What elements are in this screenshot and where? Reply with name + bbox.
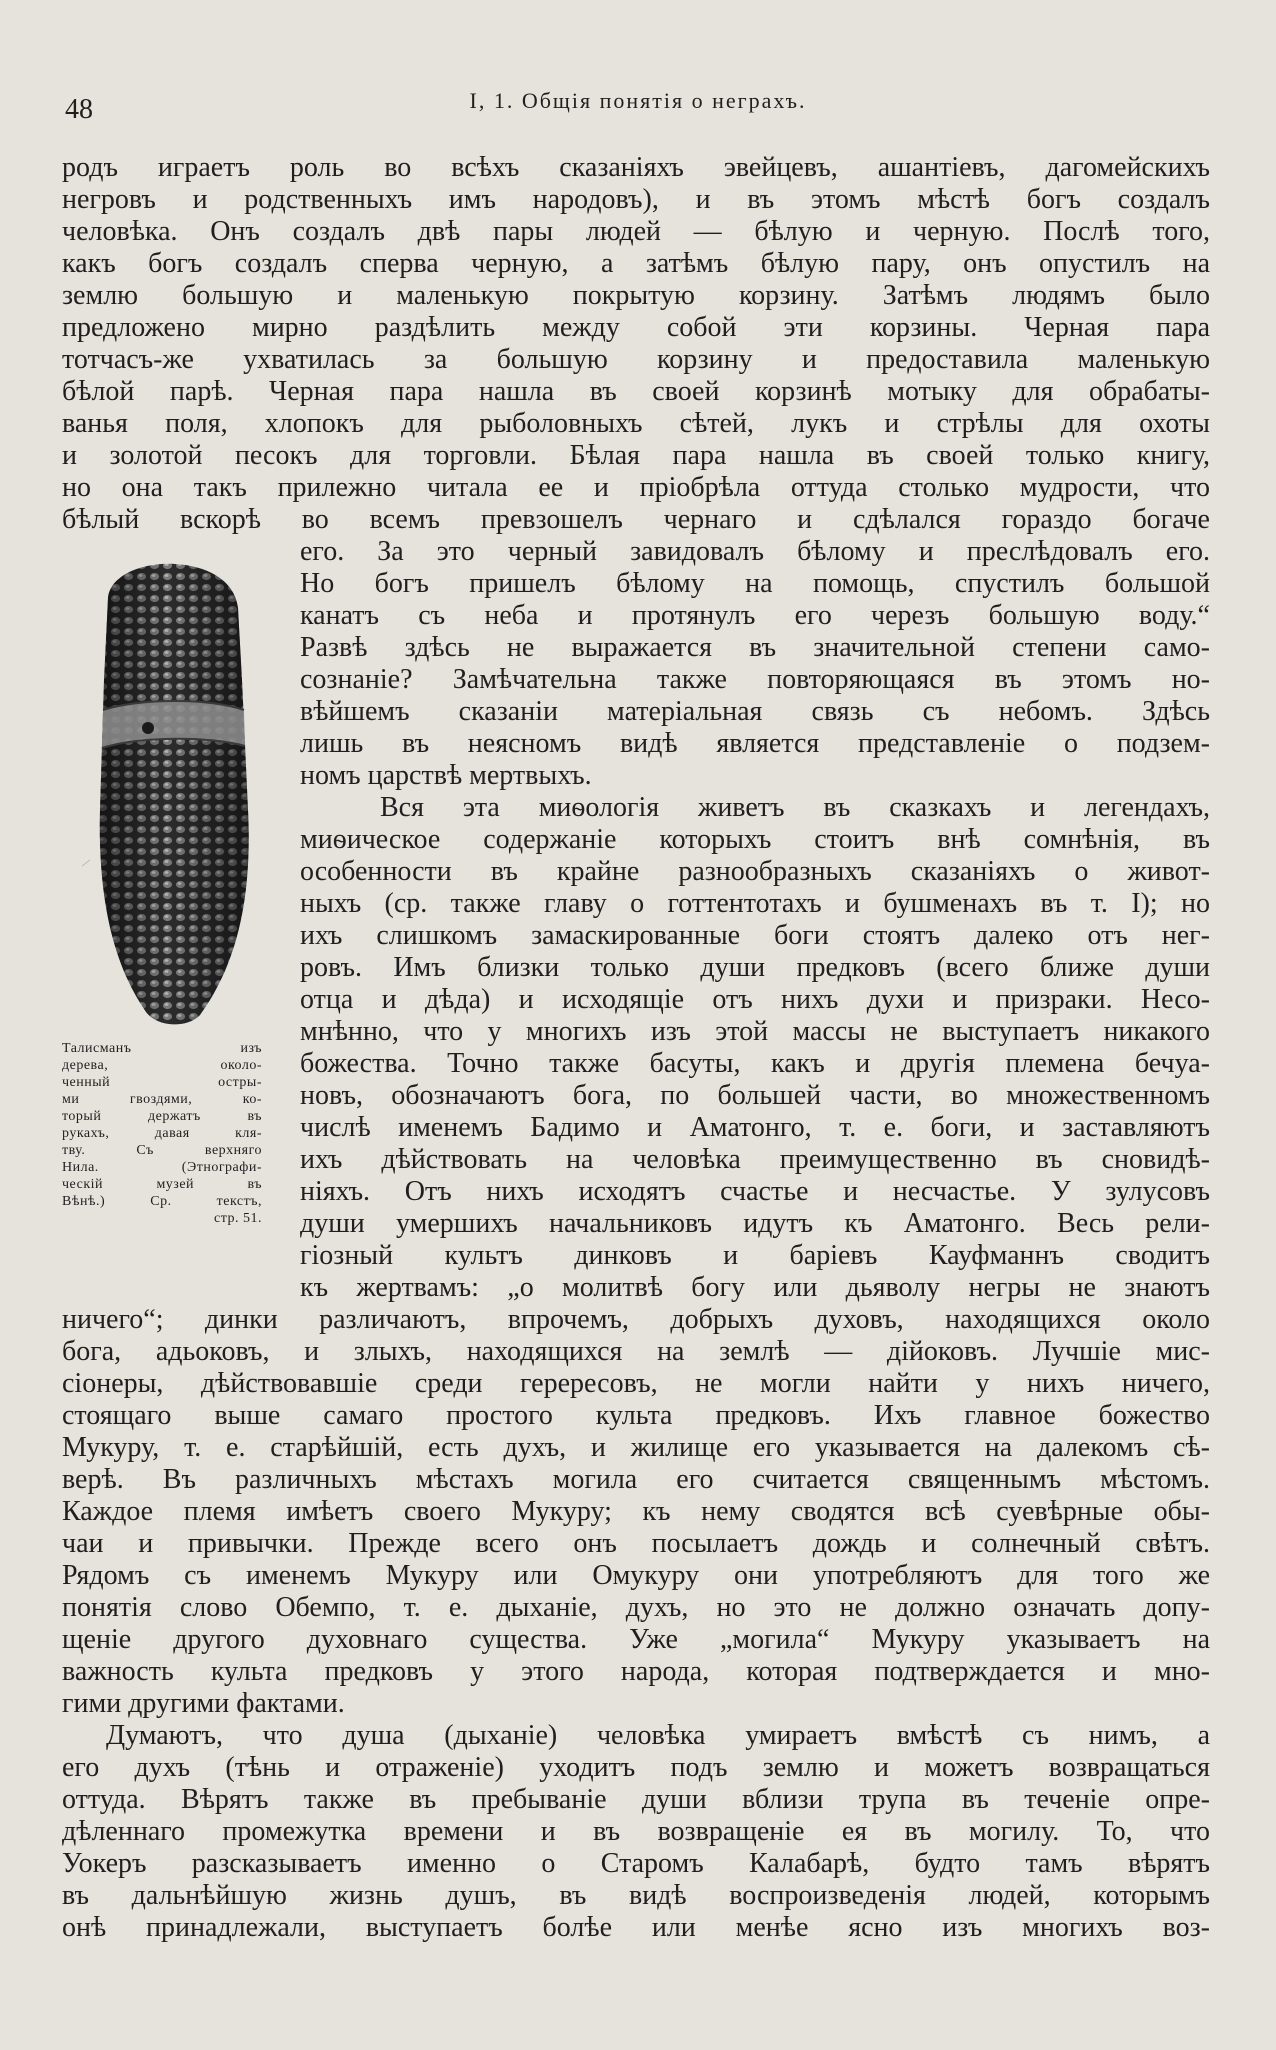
body-line: оттуда. Вѣрятъ также въ пребываніе души вблизи трупа въ теченіе опре- bbox=[62, 1784, 1210, 1815]
body-line: Думаютъ, что душа (дыханіе) человѣка умираетъ вмѣстѣ съ нимъ, а bbox=[106, 1720, 1210, 1751]
body-line: щеніе другого духовнаго существа. Уже „могила“ Мукуру указываетъ на bbox=[62, 1624, 1210, 1655]
body-line: особенности въ крайне разнообразныхъ сказаніяхъ о живот- bbox=[300, 856, 1210, 887]
body-line: его. За это черный завидовалъ бѣлому и преслѣдовалъ его. bbox=[300, 536, 1210, 567]
body-line: канатъ съ неба и протянулъ его черезъ большую воду.“ bbox=[300, 600, 1210, 631]
figure-caption: ми гвоздями, ко- bbox=[62, 1092, 262, 1107]
figure-caption: Нила. (Этнографи- bbox=[62, 1160, 262, 1175]
body-line: отца и дѣда) и исходящіе отъ нихъ духи и призраки. Несо- bbox=[300, 984, 1210, 1015]
body-line: важность культа предковъ у этого народа, которая подтверждается и мно- bbox=[62, 1656, 1210, 1687]
body-line: сознаніе? Замѣчательна также повторяющаяся въ этомъ но- bbox=[300, 664, 1210, 695]
figure-caption: тву. Съ верхняго bbox=[62, 1143, 262, 1158]
body-line: бѣлый вскорѣ во всемъ превзошелъ чернаго и сдѣлался гораздо богаче bbox=[62, 504, 1210, 535]
body-line: номъ царствѣ мертвыхъ. bbox=[300, 760, 592, 791]
body-line: родъ играетъ роль во всѣхъ сказаніяхъ эвейцевъ, ашантіевъ, дагомейскихъ bbox=[62, 152, 1210, 183]
body-line: какъ богъ создалъ сперва черную, а затѣмъ бѣлую пару, онъ опустилъ на bbox=[62, 248, 1210, 279]
body-line: предложено мирно раздѣлить между собой эти корзины. Черная пара bbox=[62, 312, 1210, 343]
body-line: сіонеры, дѣйствовавшіе среди герересовъ, не могли найти у нихъ ничего, bbox=[62, 1368, 1210, 1399]
figure-caption: рукахъ, давая кля- bbox=[62, 1126, 262, 1141]
body-line: ихъ дѣйствовать на человѣка преимущественно въ сновидѣ- bbox=[300, 1144, 1210, 1175]
body-line: Вся эта миѳологія живетъ въ сказкахъ и легендахъ, bbox=[380, 792, 1210, 823]
body-line: души умершихъ начальниковъ идутъ къ Аматонго. Весь рели- bbox=[300, 1208, 1210, 1239]
body-line: миѳическое содержаніе которыхъ стоитъ внѣ сомнѣнія, въ bbox=[300, 824, 1210, 855]
body-line: чаи и привычки. Прежде всего онъ посылаетъ дождь и солнечный свѣтъ. bbox=[62, 1528, 1210, 1559]
body-line: лишь въ неясномъ видѣ является представленіе о подзем- bbox=[300, 728, 1210, 759]
figure-caption: Вѣнѣ.) Ср. текстъ, bbox=[62, 1194, 262, 1209]
body-line: гіозный культъ динковъ и баріевъ Кауфманнъ сводитъ bbox=[300, 1240, 1210, 1271]
body-line: Развѣ здѣсь не выражается въ значительной степени само- bbox=[300, 632, 1210, 663]
figure-caption: стр. 51. bbox=[213, 1211, 262, 1226]
body-line: Но богъ пришелъ бѣлому на помощь, спустилъ большой bbox=[300, 568, 1210, 599]
figure-caption: Талисманъ изъ bbox=[62, 1041, 262, 1056]
body-line: онѣ принадлежали, выступаетъ болѣе или менѣе ясно изъ многихъ воз- bbox=[62, 1912, 1210, 1943]
body-line: числѣ именемъ Бадимо и Аматонго, т. е. боги, и заставляютъ bbox=[300, 1112, 1210, 1143]
body-line: Рядомъ съ именемъ Мукуру или Омукуру они употребляютъ для того же bbox=[62, 1560, 1210, 1591]
body-line: его духъ (тѣнь и отраженіе) уходитъ подъ землю и можетъ возвращаться bbox=[62, 1752, 1210, 1783]
body-line: ихъ слишкомъ замаскированные боги стоятъ далеко отъ нег- bbox=[300, 920, 1210, 951]
body-line: гими другими фактами. bbox=[62, 1688, 345, 1719]
figure-caption: торый держатъ въ bbox=[62, 1109, 262, 1124]
body-line: Мукуру, т. е. старѣйшій, есть духъ, и жилище его указывается на далекомъ сѣ- bbox=[62, 1432, 1210, 1463]
figure-caption: дерева, около- bbox=[62, 1058, 262, 1073]
body-line: человѣка. Онъ создалъ двѣ пары людей — бѣлую и черную. Послѣ того, bbox=[62, 216, 1210, 247]
body-line: тотчасъ-же ухватилась за большую корзину и предоставила маленькую bbox=[62, 344, 1210, 375]
body-line: вѣйшемъ сказаніи матеріальная связь съ небомъ. Здѣсь bbox=[300, 696, 1210, 727]
body-line: верѣ. Въ различныхъ мѣстахъ могила его считается священнымъ мѣстомъ. bbox=[62, 1464, 1210, 1495]
body-line: и золотой песокъ для торговли. Бѣлая пара нашла въ своей только книгу, bbox=[62, 440, 1210, 471]
body-line: Уокеръ разсказываетъ именно о Старомъ Калабарѣ, будто тамъ вѣрятъ bbox=[62, 1848, 1210, 1879]
body-line: божества. Точно также басуты, какъ и другія племена бечуа- bbox=[300, 1048, 1210, 1079]
body-line: но она такъ прилежно читала ее и пріобрѣла оттуда столько мудрости, что bbox=[62, 472, 1210, 503]
page-header bbox=[60, 88, 1216, 128]
body-line: бога, адьоковъ, и злыхъ, находящихся на землѣ — дійоковъ. Лучшіе мис- bbox=[62, 1336, 1210, 1367]
body-line: ныхъ (ср. также главу о готтентотахъ и бушменахъ въ т. I); но bbox=[300, 888, 1210, 919]
body-line: къ жертвамъ: „о молитвѣ богу или дьяволу негры не знаютъ bbox=[300, 1272, 1210, 1303]
body-line: Каждое племя имѣетъ своего Мукуру; къ нему сводятся всѣ суевѣрные обы- bbox=[62, 1496, 1210, 1527]
body-line: негровъ и родственныхъ имъ народовъ), и въ этомъ мѣстѣ богъ создалъ bbox=[62, 184, 1210, 215]
body-line: мнѣнно, что у многихъ изъ этой массы не выступаетъ никакого bbox=[300, 1016, 1210, 1047]
body-line: въ дальнѣйшую жизнь душъ, въ видѣ воспроизведенія людей, которымъ bbox=[62, 1880, 1210, 1911]
body-line: ніяхъ. Отъ нихъ исходятъ счастье и несчастье. У зулусовъ bbox=[300, 1176, 1210, 1207]
running-title: I, 1. Общія понятія о неграхъ. bbox=[469, 88, 807, 113]
body-line: бѣлой парѣ. Черная пара нашла въ своей корзинѣ мотыку для обрабаты- bbox=[62, 376, 1210, 407]
body-line: ванья поля, хлопокъ для рыболовныхъ сѣтей, лукъ и стрѣлы для охоты bbox=[62, 408, 1210, 439]
page-number: 48 bbox=[65, 94, 93, 125]
figure-caption: ческій музей въ bbox=[62, 1177, 262, 1192]
body-line: новъ, обозначаютъ бога, по большей части, во множественномъ bbox=[300, 1080, 1210, 1111]
body-line: понятія слово Обемпо, т. е. дыханіе, духъ, но это не должно означать допу- bbox=[62, 1592, 1210, 1623]
body-line: стоящаго выше самаго простого культа предковъ. Ихъ главное божество bbox=[62, 1400, 1210, 1431]
body-line: землю большую и маленькую покрытую корзину. Затѣмъ людямъ было bbox=[62, 280, 1210, 311]
body-line: ровъ. Имъ близки только души предковъ (всего ближе души bbox=[300, 952, 1210, 983]
body-line: ничего“; динки различаютъ, впрочемъ, добрыхъ духовъ, находящихся около bbox=[62, 1304, 1210, 1335]
talisman-illustration bbox=[70, 560, 265, 1030]
body-line: дѣленнаго промежутка времени и въ возвращеніе ея въ могилу. То, что bbox=[62, 1816, 1210, 1847]
figure-caption: ченный остры- bbox=[62, 1075, 262, 1090]
